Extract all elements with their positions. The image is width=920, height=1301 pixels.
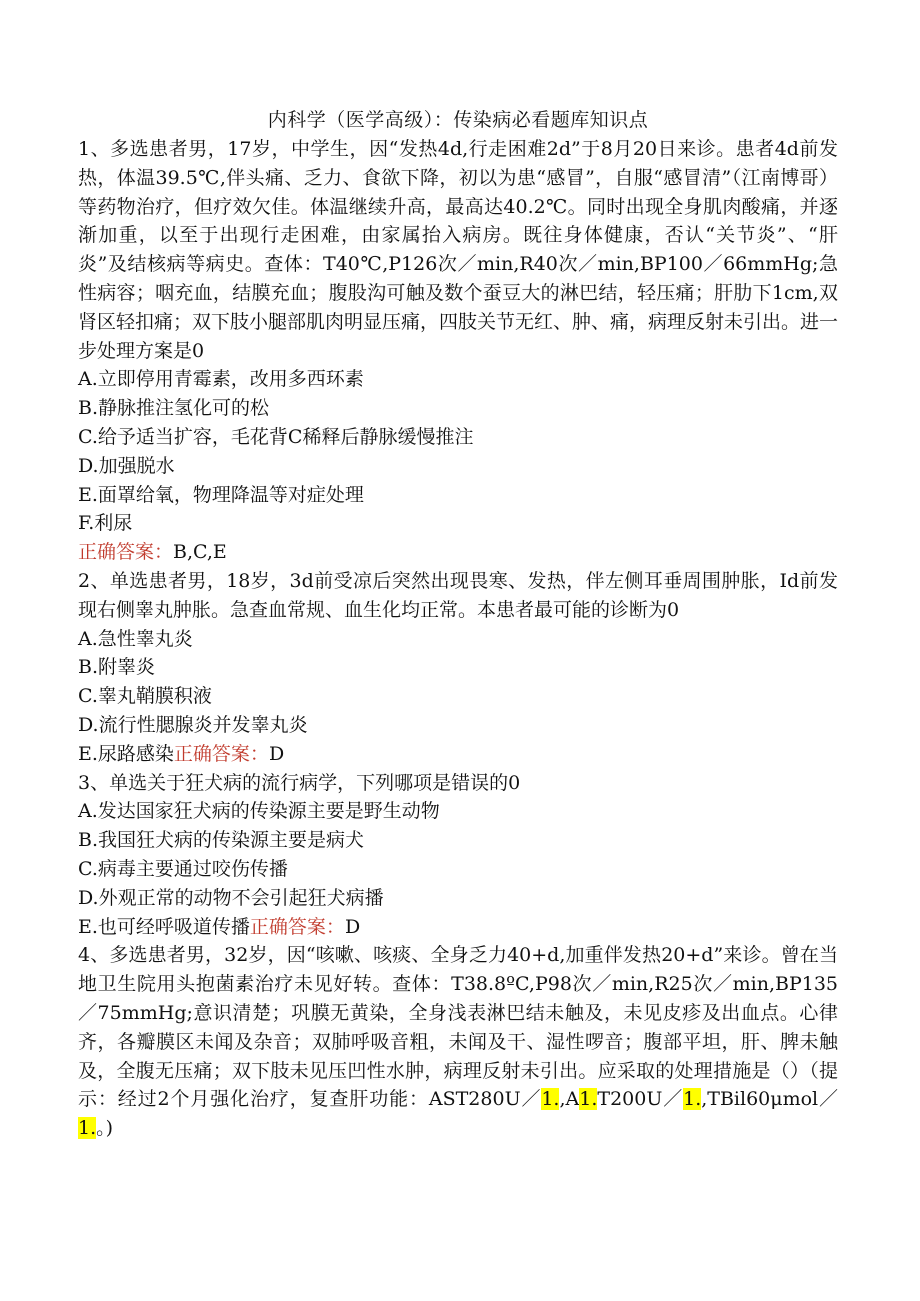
question-1-option-d: D.加强脱水 — [78, 454, 175, 477]
stem-fragment: T200U／ — [597, 1088, 684, 1111]
question-1-option-e: E.面罩给氧，物理降温等对症处理 — [78, 483, 364, 506]
answer-value: B,C,E — [173, 541, 227, 564]
answer-label: 正确答案： — [173, 742, 269, 765]
highlighted-text: 1. — [579, 1088, 598, 1111]
question-2-option-c: C.睾丸鞘膜积液 — [78, 685, 212, 708]
question-1-stem: 1、多选患者男，17岁，中学生，因“发热4d,行走困难2d”于8月20日来诊。患者4d前发热，体温39.5℃,伴头痛、乏力、食欲下降，初以为患“感冒”，自服“感冒清”（江南博哥）等药物治疗，但疗效欠佳。体温继续升高，最高达40.2℃。同时出现全身肌肉酸痛，并逐渐加重，以至于出现行走困难，由家属抬入病房。既往身体健康，否认“关节炎”、“肝炎”及结核病等病史。查体：T40℃,P126次／min,R40次／min,BP100／66mmHg;急性病容；咽充血，结膜充血；腹股沟可触及数个蚕豆大的淋巴结，轻压痛；肝肋下1cm,双肾区轻扣痛；双下肢小腿部肌肉明显压痛，四肢关节无红、肿、痛，病理反射未引出。进一步处理方案是0 — [78, 138, 839, 362]
page-title: 内科学（医学高级）：传染病必看题库知识点 — [267, 109, 649, 131]
document-page — [78, 106, 838, 1143]
question-4-stem-text: 4、多选患者男，32岁，因“咳嗽、咳痰、全身乏力40+d,加重伴发热20+d”来诊。曾在当地卫生院用头抱菌素治疗未见好转。查体：T38.8ºC,P98次／min,R25次／min,BP135／75mmHg;意识清楚；巩膜无黄染，全身浅表淋巴结未触及，未见皮疹及出血点。心律齐，各瓣膜区未闻及杂音；双肺呼吸音粗，未闻及干、湿性啰音；腹部平坦，肝、脾未触及，全腹无压痛；双下肢未见压凹性水肿，病理反射未引出。应采取的处理措施是（）（提示：经过2个月强化治疗，复查肝功能：AST280U／ — [78, 944, 838, 1111]
question-2-option-b: B.附睾炎 — [78, 656, 156, 679]
question-1-answer — [78, 538, 838, 567]
question-3-option-d: D.外观正常的动物不会引起狂犬病播 — [78, 886, 384, 909]
question-3-option-e: E.也可经呼吸道传播 — [78, 915, 250, 938]
question-1-option-c: C.给予适当扩容，毛花背C稀释后静脉缓慢推注 — [78, 425, 474, 448]
question-2-stem: 2、单选患者男，18岁，3d前受凉后突然出现畏寒、发热，伴左侧耳垂周围肿胀，Id前发现右侧睾丸肿胀。急查血常规、血生化均正常。本患者最可能的诊断为0 — [78, 569, 838, 621]
question-3-option-a: A.发达国家狂犬病的传染源主要是野生动物 — [78, 800, 440, 823]
highlighted-text: 1. — [541, 1088, 560, 1111]
highlighted-text: 1. — [78, 1117, 97, 1140]
question-4-stem — [78, 941, 838, 1143]
question-1-option-f: F.利尿 — [78, 512, 133, 535]
answer-value: D — [344, 915, 361, 938]
question-2-option-e-with-answer — [78, 740, 838, 769]
question-1-option-a: A.立即停用青霉素，改用多西环素 — [78, 368, 364, 391]
highlighted-text: 1. — [683, 1088, 702, 1111]
question-1-option-b: B.静脉推注氢化可的松 — [78, 397, 270, 420]
stem-fragment: ,A — [559, 1088, 580, 1111]
question-3-option-e-with-answer — [78, 913, 838, 942]
question-3-stem: 3、单选关于狂犬病的流行病学，下列哪项是错误的0 — [78, 771, 521, 794]
answer-label: 正确答案： — [249, 915, 345, 938]
question-2-option-a: A.急性睾丸炎 — [78, 627, 193, 650]
question-2-option-d: D.流行性腮腺炎并发睾丸炎 — [78, 713, 308, 736]
stem-fragment: 。) — [96, 1117, 114, 1140]
answer-label: 正确答案： — [78, 541, 174, 564]
question-3-option-c: C.病毒主要通过咬伤传播 — [78, 857, 288, 880]
question-2-option-e: E.尿路感染 — [78, 742, 174, 765]
stem-fragment: ,TBil60μmol／ — [701, 1088, 839, 1111]
question-3-option-b: B.我国狂犬病的传染源主要是病犬 — [78, 829, 365, 852]
answer-value: D — [268, 742, 285, 765]
